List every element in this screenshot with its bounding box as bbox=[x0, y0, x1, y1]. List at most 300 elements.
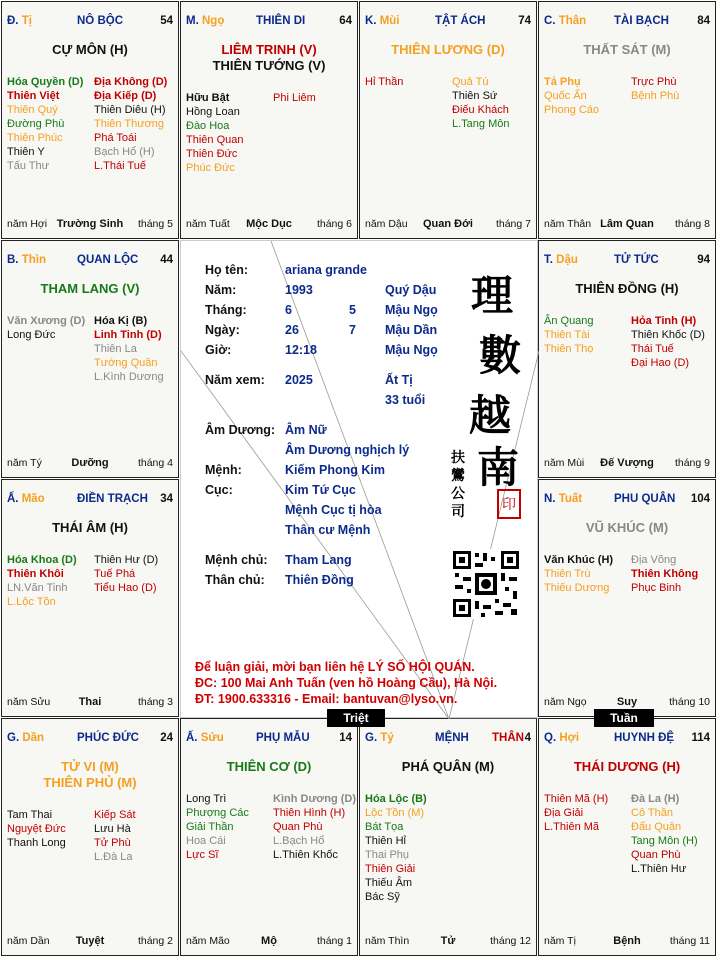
minor-star: Bệnh Phù bbox=[631, 90, 680, 102]
branch-name: Sửu bbox=[200, 732, 224, 744]
palace-month: tháng 12 bbox=[490, 935, 531, 947]
person-name: ariana grande bbox=[285, 263, 367, 277]
branch-prefix: G. bbox=[7, 732, 20, 744]
branch-prefix: K. bbox=[365, 15, 377, 27]
minor-star: Thiên Không bbox=[631, 568, 699, 580]
month-label: Tháng: bbox=[205, 303, 247, 317]
palace-month: tháng 4 bbox=[137, 457, 173, 469]
palace-month: tháng 7 bbox=[495, 218, 531, 230]
branch-prefix: Q. bbox=[544, 732, 557, 744]
minor-star: Thái Tuế bbox=[631, 343, 674, 355]
palace-ti[interactable] bbox=[1, 1, 179, 239]
amduong-label: Âm Dương: bbox=[205, 423, 276, 437]
minor-stars-left bbox=[544, 792, 608, 834]
minor-stars-right bbox=[273, 792, 356, 862]
palace-ngo[interactable] bbox=[180, 1, 358, 239]
palace-name: TẬT ÁCH bbox=[435, 15, 486, 27]
minor-star: Đại Hao (D) bbox=[631, 357, 690, 369]
branch-name: Tý bbox=[380, 732, 394, 744]
minor-star: Thiên Thương bbox=[94, 118, 165, 130]
minor-star: Hóa Quyền (D) bbox=[7, 76, 84, 88]
minor-stars-right bbox=[94, 553, 158, 595]
palace-month: tháng 5 bbox=[137, 218, 173, 230]
main-star: THÁI DƯƠNG (H) bbox=[573, 759, 681, 774]
minor-star: Bác Sỹ bbox=[365, 891, 400, 903]
palace-month: tháng 2 bbox=[137, 935, 173, 947]
main-stars bbox=[2, 520, 178, 536]
branch-prefix: Đ. bbox=[7, 15, 19, 27]
minor-star: L.Thái Tuế bbox=[94, 160, 146, 172]
truong-sinh-phase: Bệnh bbox=[613, 935, 641, 947]
palace-name: ĐIỀN TRẠCH bbox=[77, 493, 148, 505]
minor-star: Hữu Bật bbox=[186, 92, 230, 104]
main-stars bbox=[539, 42, 715, 58]
minor-star: Thiên Khốc (D) bbox=[631, 329, 705, 341]
minor-star: Ân Quang bbox=[544, 315, 594, 327]
minor-stars-left bbox=[544, 553, 613, 595]
branch-prefix: B. bbox=[7, 254, 19, 266]
main-star: CỰ MÔN (H) bbox=[52, 42, 128, 57]
year-canchi: Quý Dậu bbox=[385, 283, 437, 297]
truong-sinh-phase: Lâm Quan bbox=[600, 218, 654, 230]
minor-star: Long Đức bbox=[7, 329, 56, 341]
calligraphy-small: 扶 鸞 公 司 bbox=[451, 450, 465, 520]
main-star: LIÊM TRINH (V) bbox=[221, 42, 317, 57]
palace-age: 24 bbox=[160, 732, 173, 744]
menhchu-value: Tham Lang bbox=[285, 553, 352, 567]
month-canchi: Mậu Ngọ bbox=[385, 303, 438, 317]
minor-star: Thiên Hình (H) bbox=[273, 807, 346, 819]
minor-star: Thiên Sứ bbox=[452, 90, 498, 102]
palace-footer bbox=[7, 935, 173, 949]
minor-stars-left bbox=[365, 792, 427, 904]
palace-footer bbox=[186, 935, 352, 949]
minor-stars-right bbox=[631, 75, 679, 103]
main-star: THIÊN TƯỚNG (V) bbox=[212, 58, 326, 73]
palace-footer bbox=[186, 218, 352, 232]
calligraphy-char-3: 越 bbox=[469, 391, 512, 440]
palace-header bbox=[7, 732, 173, 746]
red-seal-stamp: 印 bbox=[497, 489, 521, 519]
main-star: THIÊN CƠ (D) bbox=[226, 759, 312, 774]
minor-star: Thiên Quan bbox=[186, 134, 244, 146]
birth-day-lunar: 7 bbox=[349, 323, 356, 337]
palace-header bbox=[544, 15, 710, 29]
minor-star: Địa Không (D) bbox=[94, 76, 168, 88]
palace-mao[interactable] bbox=[1, 479, 179, 717]
minor-star: Đường Phù bbox=[7, 118, 65, 130]
minor-star: Thiên Trù bbox=[544, 568, 591, 580]
truong-sinh-phase: Tử bbox=[440, 935, 456, 947]
palace-year: năm Tý bbox=[7, 457, 42, 469]
minor-star: Văn Xương (D) bbox=[7, 315, 86, 327]
palace-header bbox=[186, 732, 352, 746]
truong-sinh-phase: Mộ bbox=[261, 935, 277, 947]
main-stars bbox=[539, 281, 715, 297]
minor-star: Thai Phụ bbox=[365, 849, 410, 861]
minor-stars-left bbox=[544, 314, 594, 356]
minor-star: L.Thiên Mã bbox=[544, 821, 600, 833]
minor-star: Thiên Mã (H) bbox=[544, 793, 609, 805]
minor-stars-left bbox=[365, 75, 403, 89]
minor-stars-right bbox=[94, 808, 136, 864]
branch-prefix: M. bbox=[186, 15, 199, 27]
main-star: THAM LANG (V) bbox=[40, 281, 140, 296]
palace-hoi[interactable] bbox=[538, 718, 716, 956]
palace-month: tháng 11 bbox=[669, 935, 710, 947]
calligraphy-char-4: 南 bbox=[477, 443, 520, 492]
birth-day-solar: 26 bbox=[285, 323, 299, 337]
minor-star: Quan Phù bbox=[273, 821, 323, 833]
amduong-note: Âm Dương nghịch lý bbox=[285, 443, 410, 457]
palace-thin[interactable] bbox=[1, 240, 179, 478]
palace-name: PHU QUÂN bbox=[614, 493, 676, 505]
calligraphy-char-2: 數 bbox=[479, 331, 522, 380]
palace-dan[interactable] bbox=[1, 718, 179, 956]
minor-star: Phượng Các bbox=[186, 807, 249, 819]
palace-header bbox=[544, 493, 710, 507]
minor-stars-left bbox=[7, 553, 77, 609]
palace-month: tháng 10 bbox=[669, 696, 710, 708]
palace-age: 74 bbox=[518, 15, 531, 27]
main-stars bbox=[181, 759, 357, 775]
minor-star: Hoa Cái bbox=[186, 835, 226, 847]
minor-star: Đẩu Quân bbox=[631, 821, 682, 833]
branch-name: Mão bbox=[21, 493, 45, 505]
menh-label: Mệnh: bbox=[205, 463, 242, 477]
minor-star: Bạch Hổ (H) bbox=[94, 146, 155, 158]
minor-star: Đào Hoa bbox=[186, 120, 230, 132]
menhchu-label: Mệnh chủ: bbox=[205, 553, 268, 567]
palace-name: HUYNH ĐỆ bbox=[614, 732, 675, 744]
minor-star: Nguyệt Đức bbox=[7, 823, 66, 835]
minor-star: Thiên Quý bbox=[7, 104, 58, 116]
minor-star: Quả Tú bbox=[452, 76, 489, 88]
birth-month-solar: 6 bbox=[285, 303, 292, 317]
palace-year: năm Hợi bbox=[7, 218, 48, 230]
palace-name: QUAN LỘC bbox=[77, 254, 139, 266]
branch-name: Dậu bbox=[556, 254, 578, 266]
minor-star: L.Thiên Khốc bbox=[273, 849, 338, 861]
minor-stars-right bbox=[631, 553, 698, 595]
cuc-value: Kim Tứ Cục bbox=[285, 483, 356, 497]
qr-code[interactable] bbox=[451, 549, 521, 619]
palace-age: 44 bbox=[160, 254, 173, 266]
main-star: THÁI ÂM (H) bbox=[52, 520, 128, 535]
branch-name: Mùi bbox=[379, 15, 400, 27]
palace-age: 64 bbox=[339, 15, 352, 27]
branch-name: Tị bbox=[21, 15, 32, 27]
minor-star: Linh Tinh (D) bbox=[94, 329, 162, 341]
main-stars bbox=[181, 42, 357, 74]
branch-prefix: Ấ. bbox=[7, 493, 19, 505]
amduong-value: Âm Nữ bbox=[285, 423, 327, 437]
minor-star: Hỏa Tinh (H) bbox=[631, 315, 697, 327]
palace-age: 54 bbox=[160, 15, 173, 27]
minor-star: Địa Võng bbox=[631, 554, 677, 566]
palace-footer bbox=[544, 218, 710, 232]
branch-prefix: N. bbox=[544, 493, 556, 505]
truong-sinh-phase: Đế Vượng bbox=[600, 457, 654, 469]
palace-footer bbox=[7, 457, 173, 471]
minor-star: Quan Phù bbox=[631, 849, 681, 861]
truong-sinh-phase: Dưỡng bbox=[71, 457, 109, 469]
minor-star: Thiên Hỉ bbox=[365, 835, 406, 847]
minor-star: Thiên Phúc bbox=[7, 132, 63, 144]
minor-star: Thiên Diêu (H) bbox=[94, 104, 166, 116]
tuan-tag: Tuần bbox=[594, 709, 654, 727]
main-stars bbox=[360, 759, 536, 775]
palace-age: 94 bbox=[697, 254, 710, 266]
main-star: THIÊN ĐỒNG (H) bbox=[575, 281, 679, 296]
main-stars bbox=[2, 281, 178, 297]
hour-label: Giờ: bbox=[205, 343, 232, 357]
palace-footer bbox=[365, 218, 531, 232]
minor-star: Tiểu Hao (D) bbox=[94, 582, 157, 594]
minor-star: L.Tang Môn bbox=[452, 118, 510, 130]
palace-year: năm Sửu bbox=[7, 696, 51, 708]
triet-tag: Triệt bbox=[327, 709, 385, 727]
view-year: 2025 bbox=[285, 373, 313, 387]
than-cu-note: Thân cư Mệnh bbox=[285, 523, 371, 537]
minor-star: Thiên Hư (D) bbox=[94, 554, 159, 566]
main-star: VŨ KHÚC (M) bbox=[585, 520, 669, 535]
minor-star: Thiên Tài bbox=[544, 329, 590, 341]
minor-star: Phong Cáo bbox=[544, 104, 600, 116]
minor-stars-right bbox=[631, 792, 698, 876]
main-stars bbox=[539, 759, 715, 775]
palace-ty[interactable] bbox=[359, 718, 537, 956]
minor-stars-right bbox=[94, 314, 164, 384]
minor-star: L.Bạch Hổ bbox=[273, 835, 325, 847]
palace-footer bbox=[544, 457, 710, 471]
minor-star: L.Lộc Tồn bbox=[7, 596, 56, 608]
age-text: 33 tuổi bbox=[385, 393, 426, 407]
minor-stars-right bbox=[94, 75, 167, 173]
contact-address: ĐC: 100 Mai Anh Tuấn (ven hồ Hoàng Cầu), Hà Nội. bbox=[195, 676, 498, 690]
palace-name: MỆNH bbox=[435, 732, 469, 744]
branch-name: Dần bbox=[22, 732, 45, 744]
palace-header bbox=[365, 15, 531, 29]
palace-tuat[interactable] bbox=[538, 479, 716, 717]
branch-name: Thân bbox=[558, 15, 587, 27]
day-canchi: Mậu Dần bbox=[385, 323, 438, 337]
minor-star: L.Đà La bbox=[94, 851, 133, 863]
minor-star: Thiếu Âm bbox=[365, 877, 413, 889]
minor-star: Thanh Long bbox=[7, 837, 66, 849]
name-label: Họ tên: bbox=[205, 263, 249, 277]
main-star: THIÊN LƯƠNG (D) bbox=[391, 42, 505, 57]
palace-header bbox=[544, 254, 710, 268]
minor-stars-left bbox=[7, 314, 85, 342]
year-label: Năm: bbox=[205, 283, 237, 297]
palace-year: năm Mão bbox=[186, 935, 230, 947]
hour-canchi: Mậu Ngọ bbox=[385, 343, 438, 357]
palace-name: PHÚC ĐỨC bbox=[77, 732, 139, 744]
truong-sinh-phase: Quan Đới bbox=[423, 218, 473, 230]
minor-star: Đà La (H) bbox=[631, 793, 680, 805]
palace-name: NÔ BỘC bbox=[77, 15, 123, 27]
calligraphy-char-1: 理 bbox=[471, 271, 514, 320]
minor-star: Tướng Quân bbox=[94, 357, 158, 369]
cuc-label: Cục: bbox=[205, 483, 233, 497]
minor-star: Thiên Khôi bbox=[7, 568, 64, 580]
palace-header bbox=[186, 15, 352, 29]
truong-sinh-phase: Mộc Dục bbox=[246, 218, 292, 230]
palace-age: 114 bbox=[691, 732, 710, 744]
branch-name: Thìn bbox=[21, 254, 46, 266]
minor-star: Long Trì bbox=[186, 793, 227, 805]
minor-stars-left bbox=[7, 808, 66, 850]
thanchu-label: Thân chủ: bbox=[205, 573, 265, 587]
branch-prefix: G. bbox=[365, 732, 378, 744]
minor-star: Địa Giải bbox=[544, 807, 584, 819]
minor-star: Thiên La bbox=[94, 343, 137, 355]
minor-star: Tả Phụ bbox=[544, 76, 581, 88]
minor-star: Hóa Lộc (B) bbox=[365, 793, 427, 805]
minor-star: Kiếp Sát bbox=[94, 809, 136, 821]
birth-month-lunar: 5 bbox=[349, 303, 356, 317]
palace-year: năm Tuất bbox=[186, 218, 230, 230]
minor-star: Giải Thần bbox=[186, 821, 234, 833]
palace-year: năm Thân bbox=[544, 218, 592, 230]
truong-sinh-phase: Trường Sinh bbox=[56, 218, 124, 230]
truong-sinh-phase: Suy bbox=[616, 696, 638, 708]
palace-mui[interactable] bbox=[359, 1, 537, 239]
main-star: TỬ VI (M) bbox=[61, 759, 119, 774]
palace-header bbox=[7, 15, 173, 29]
minor-star: Bát Tọa bbox=[365, 821, 404, 833]
palace-header bbox=[7, 493, 173, 507]
minor-star: Tấu Thư bbox=[7, 160, 50, 172]
palace-age: 104 bbox=[690, 493, 710, 505]
minor-stars-left bbox=[186, 91, 243, 175]
palace-footer bbox=[365, 935, 531, 949]
truong-sinh-phase: Tuyệt bbox=[75, 935, 105, 947]
palace-header bbox=[7, 254, 173, 268]
minor-star: Phá Toái bbox=[94, 132, 137, 144]
minor-star: Văn Khúc (H) bbox=[544, 554, 614, 566]
contact-phone-email[interactable]: ĐT: 1900.633316 - Email: bantuvan@lyso.vn. bbox=[195, 692, 458, 706]
minor-star: Hóa Khoa (D) bbox=[7, 554, 77, 566]
minor-stars-left bbox=[186, 792, 249, 862]
palace-year: năm Mùi bbox=[544, 457, 585, 469]
minor-star: Quốc Ấn bbox=[544, 90, 587, 102]
palace-name: TỬ TỨC bbox=[614, 254, 659, 266]
branch-name: Tuất bbox=[558, 493, 583, 505]
main-star: THẤT SÁT (M) bbox=[583, 42, 671, 57]
palace-footer bbox=[544, 696, 710, 710]
minor-star: Phục Binh bbox=[631, 582, 682, 594]
palace-suu[interactable] bbox=[180, 718, 358, 956]
minor-star: Tử Phù bbox=[94, 837, 131, 849]
main-stars bbox=[2, 759, 178, 791]
minor-stars-right bbox=[631, 314, 705, 370]
minor-star: Cô Thần bbox=[631, 807, 673, 819]
minor-star: Phúc Đức bbox=[186, 162, 235, 174]
view-year-canchi: Ất Tị bbox=[385, 373, 413, 387]
palace-age: 34 bbox=[160, 493, 173, 505]
palace-month: tháng 8 bbox=[674, 218, 710, 230]
minor-star: Hóa Kị (B) bbox=[94, 315, 148, 327]
palace-name: PHỤ MẪU bbox=[256, 732, 310, 744]
minor-star: Phi Liêm bbox=[273, 92, 316, 104]
branch-prefix: C. bbox=[544, 15, 556, 27]
minor-star: Lưu Hà bbox=[94, 823, 131, 835]
minor-star: Thiên Y bbox=[7, 146, 45, 158]
minor-stars-right bbox=[452, 75, 509, 131]
branch-prefix: Ấ. bbox=[186, 732, 198, 744]
palace-footer bbox=[7, 696, 173, 710]
minor-star: Tang Môn (H) bbox=[631, 835, 698, 847]
palace-header bbox=[544, 732, 710, 746]
minor-star: Điếu Khách bbox=[452, 104, 509, 116]
palace-year: năm Ngọ bbox=[544, 696, 587, 708]
minor-stars-left bbox=[7, 75, 83, 173]
palace-than[interactable] bbox=[538, 1, 716, 239]
palace-dau[interactable] bbox=[538, 240, 716, 478]
palace-footer bbox=[544, 935, 710, 949]
menh-value: Kiếm Phong Kim bbox=[285, 463, 386, 477]
minor-star: Tuế Phá bbox=[94, 568, 136, 580]
minor-star: Lộc Tồn (M) bbox=[365, 807, 425, 819]
cuc-note: Mệnh Cục tị hòa bbox=[285, 503, 382, 517]
minor-star: Kình Dương (D) bbox=[273, 793, 356, 805]
center-info-panel bbox=[180, 240, 538, 718]
minor-star: Tam Thai bbox=[7, 809, 53, 821]
minor-star: Trực Phù bbox=[631, 76, 677, 88]
branch-prefix: T. bbox=[544, 254, 553, 266]
palace-name: TÀI BẠCH bbox=[614, 15, 669, 27]
palace-year: năm Thìn bbox=[365, 935, 410, 947]
minor-star: L.Kình Dương bbox=[94, 371, 164, 383]
palace-name: THIÊN DI bbox=[256, 15, 306, 27]
minor-star: Thiên Đức bbox=[186, 148, 238, 160]
minor-star: Hỉ Thần bbox=[365, 76, 404, 88]
palace-age: 14 bbox=[339, 732, 352, 744]
birth-hour: 12:18 bbox=[285, 343, 317, 357]
main-stars bbox=[360, 42, 536, 58]
minor-star: Hồng Loan bbox=[186, 106, 240, 118]
thanchu-value: Thiên Đồng bbox=[285, 573, 354, 587]
view-year-label: Năm xem: bbox=[205, 373, 265, 387]
minor-star: Lực Sĩ bbox=[186, 849, 219, 861]
contact-line-1: Để luận giải, mời bạn liên hệ LÝ SỐ HỘI QUÁN. bbox=[195, 660, 475, 674]
minor-star: L.Thiên Hư bbox=[631, 863, 687, 875]
palace-month: tháng 6 bbox=[316, 218, 352, 230]
palace-month: tháng 9 bbox=[674, 457, 710, 469]
palace-age: 4 bbox=[524, 732, 531, 744]
truong-sinh-phase: Thai bbox=[78, 696, 102, 708]
minor-stars-left bbox=[544, 75, 599, 117]
minor-star: Thiên Giải bbox=[365, 863, 416, 875]
minor-star: Thiếu Dương bbox=[544, 582, 610, 594]
palace-year: năm Dần bbox=[7, 935, 50, 947]
palace-year: năm Tị bbox=[544, 935, 576, 947]
branch-name: Hợi bbox=[559, 732, 580, 744]
minor-star: Thiên Việt bbox=[7, 90, 60, 102]
minor-star: Thiên Thọ bbox=[544, 343, 594, 355]
palace-header bbox=[365, 732, 531, 746]
palace-month: tháng 1 bbox=[316, 935, 352, 947]
branch-name: Ngọ bbox=[201, 15, 225, 27]
palace-name-secondary: THÂN bbox=[492, 732, 524, 744]
birth-year: 1993 bbox=[285, 283, 313, 297]
palace-month: tháng 3 bbox=[137, 696, 173, 708]
palace-year: năm Dậu bbox=[365, 218, 408, 230]
main-star: THIÊN PHỦ (M) bbox=[43, 775, 137, 790]
day-label: Ngày: bbox=[205, 323, 240, 337]
